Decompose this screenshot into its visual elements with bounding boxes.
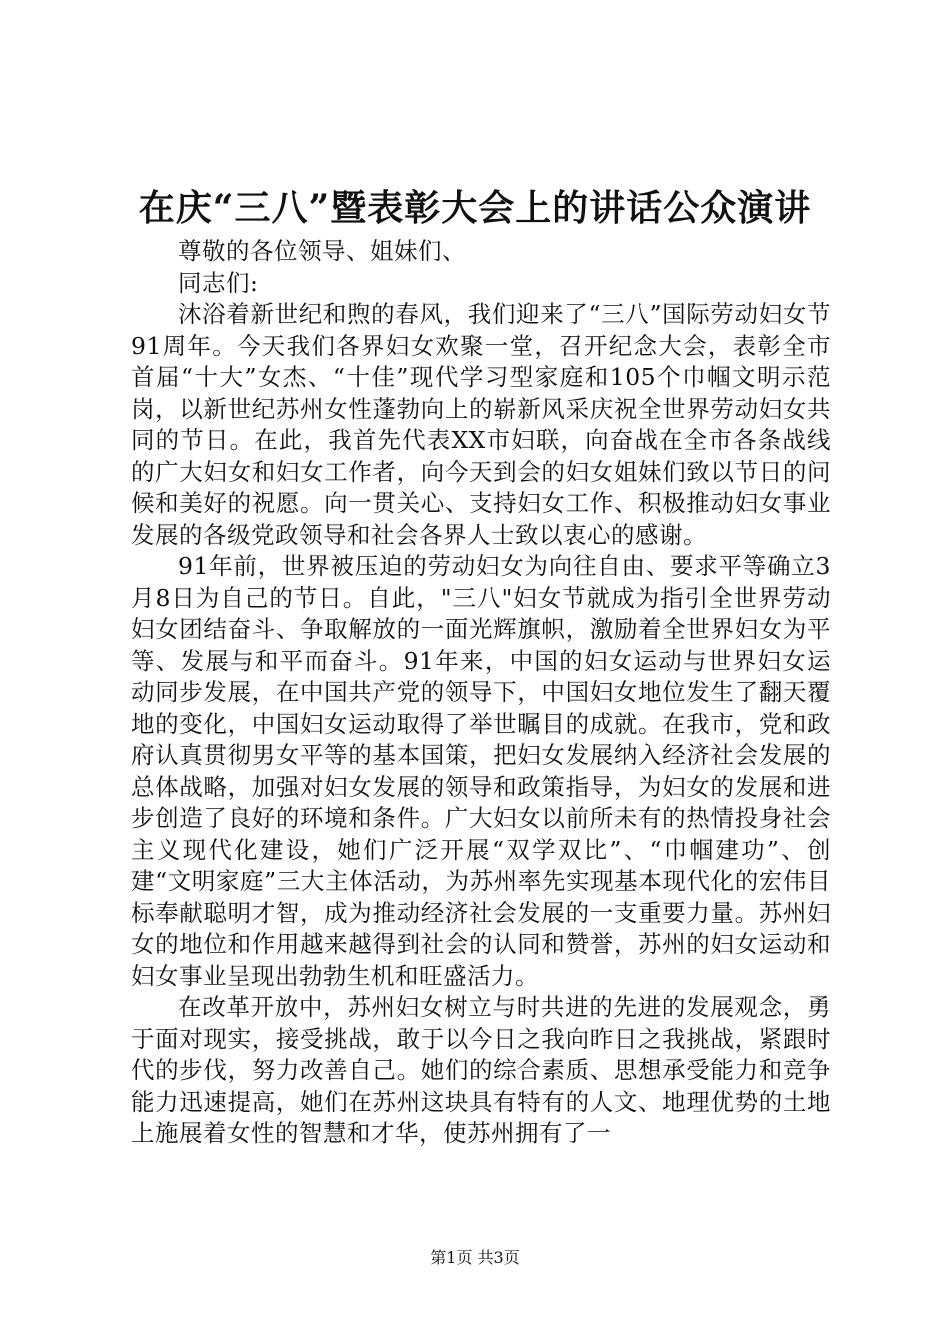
document-title: 在庆“三八”暨表彰大会上的讲话公众演讲 xyxy=(138,187,812,229)
document-body xyxy=(131,236,831,1150)
body-paragraph-3: 在改革开放中，苏州妇女树立与时共进的先进的发展观念，勇于面对现实，接受挑战，敢于以今日之我向昨日之我挑战，紧跟时代的步伐，努力改善自己。她们的综合素质、思想承受能力和竞争能力迅速提高，她们在苏州这块具有特有的人文、地理优势的土地上施展着女性的智慧和才华，使苏州拥有了一 xyxy=(131,993,831,1147)
page-number-footer: 第1页 共3页 xyxy=(430,1248,520,1267)
salutation-line-1: 尊敬的各位领导、姐妹们、 xyxy=(178,237,466,265)
body-paragraph-2: 91年前，世界被压迫的劳动妇女为向往自由、要求平等确立3月8日为自己的节日。自此，"三八"妇女节就成为指引全世界劳动妇女团结奋斗、争取解放的一面光辉旗帜，激励着全世界妇女为平等、发展与和平而奋斗。91年来，中国的妇女运动与世界妇女运动同步发展，在中国共产党的领导下，中国妇女地位发生了翻天覆地的变化，中国妇女运动取得了举世瞩目的成就。在我市，党和政府认真贯彻男女平等的基本国策，把妇女发展纳入经济社会发展的总体战略，加强对妇女发展的领导和政策指导，为妇女的发展和进步创造了良好的环境和条件。广大妇女以前所未有的热情投身社会主义现代化建设，她们广泛开展“双学双比”、“巾帼建功”、创建“文明家庭”三大主体活动，为苏州率先实现基本现代化的宏伟目标奉献聪明才智，成为推动经济社会发展的一支重要力量。苏州妇女的地位和作用越来越得到社会的认同和赞誉，苏州的妇女运动和妇女事业呈现出勃勃生机和旺盛活力。 xyxy=(131,552,831,990)
body-paragraph-1: 沐浴着新世纪和煦的春风，我们迎来了“三八”国际劳动妇女节91周年。今天我们各界妇女欢聚一堂，召开纪念大会，表彰全市首届“十大”女杰、“十佳”现代学习型家庭和105个巾帼文明示范岗，以新世纪苏州女性蓬勃向上的崭新风采庆祝全世界劳动妇女共同的节日。在此，我首先代表XX市妇联，向奋战在全市各条战线的广大妇女和妇女工作者，向今天到会的妇女姐妹们致以节日的问候和美好的祝愿。向一贯关心、支持妇女工作、积极推动妇女事业发展的各级党政领导和社会各界人士致以衷心的感谢。 xyxy=(131,300,831,549)
salutation-line-2: 同志们: xyxy=(178,268,259,297)
